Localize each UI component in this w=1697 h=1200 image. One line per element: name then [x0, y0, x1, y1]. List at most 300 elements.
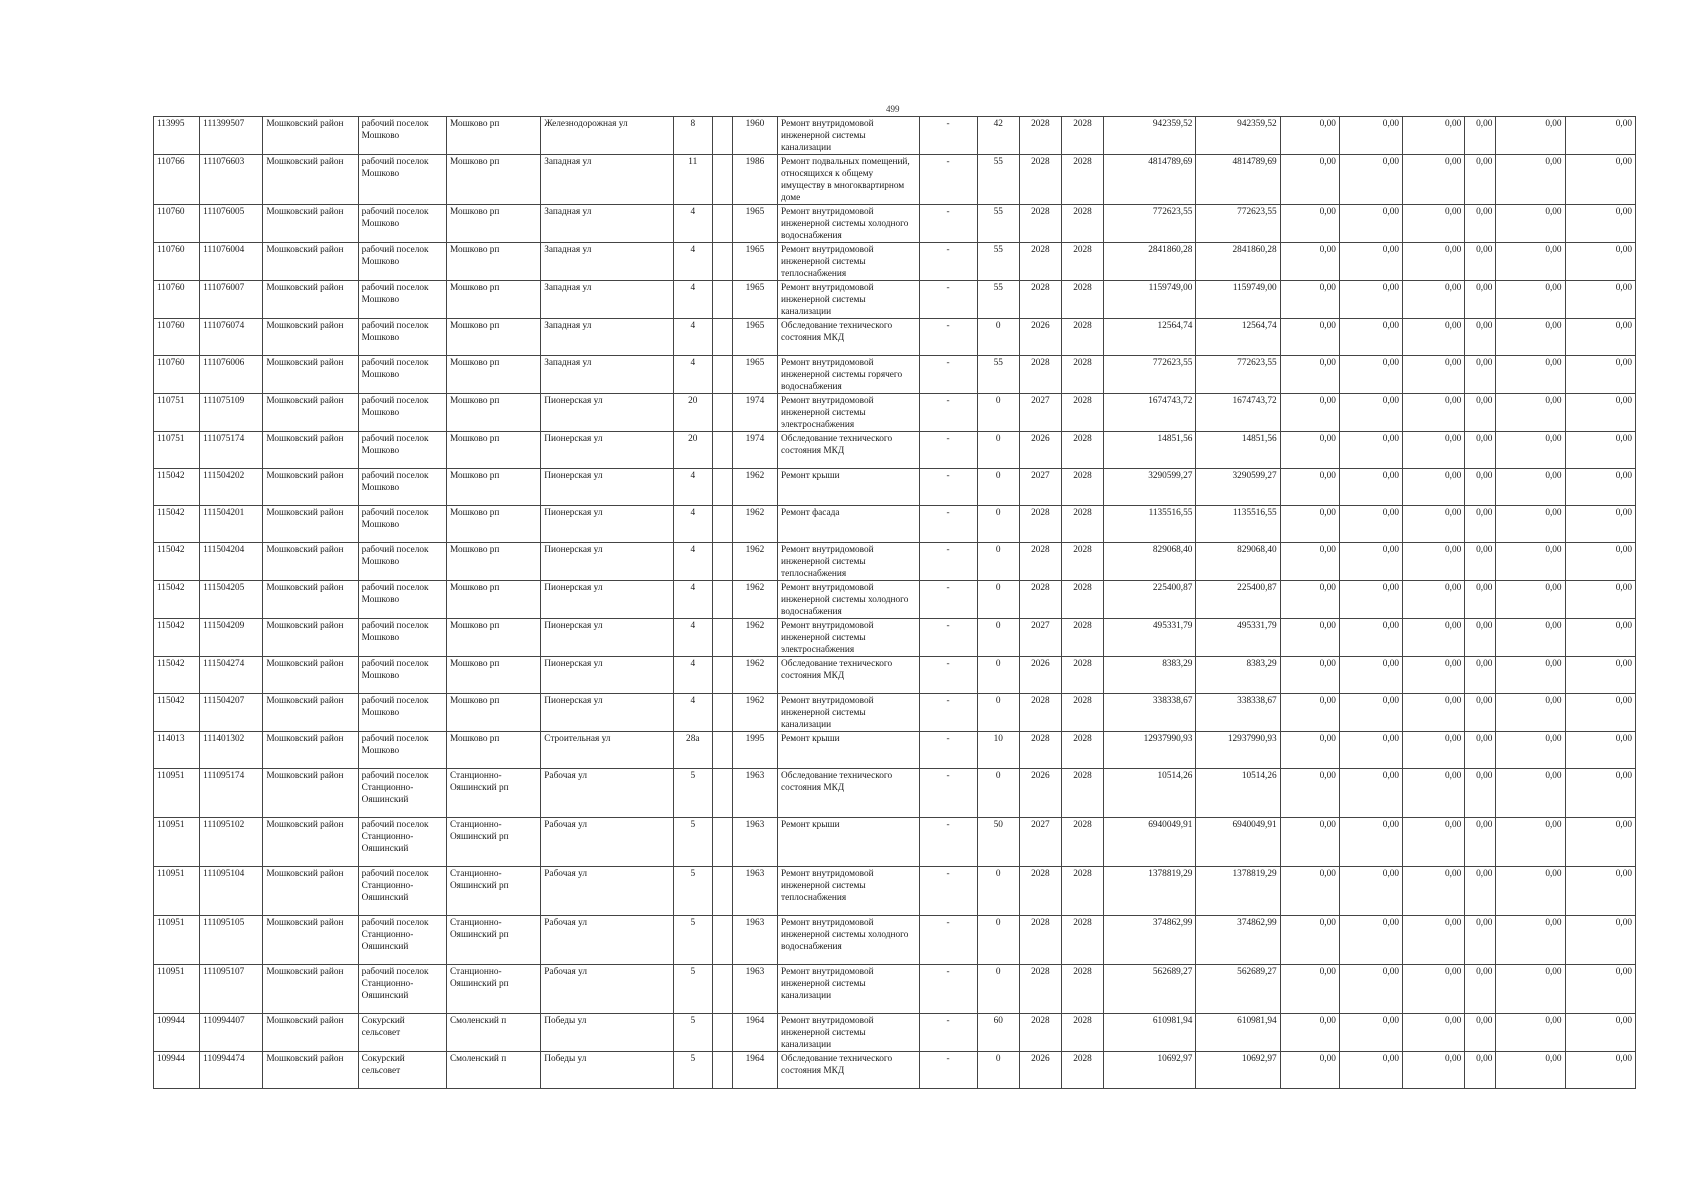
cell-municipality: рабочий поселок Мошково: [358, 356, 446, 394]
cell-year-built: 1963: [732, 965, 777, 1014]
cell-plan-start-year: 2028: [1019, 117, 1061, 155]
cell-street: Западная ул: [541, 356, 673, 394]
cell-federal-funds: 0,00: [1280, 117, 1339, 155]
cell-work-type: Ремонт внутридомовой инженерной системы канализации: [778, 117, 919, 155]
cell-wear-percent: 0: [977, 694, 1019, 732]
cell-house-id: 114013: [154, 732, 200, 769]
cell-other-funds: 0,00: [1496, 469, 1565, 506]
cell-settlement: Станционно-Ояшинский рп: [446, 818, 540, 867]
cell-owner-funds: 0,00: [1465, 657, 1496, 694]
cell-work-id: 111076004: [200, 243, 263, 281]
table-row: [154, 867, 1636, 916]
cell-plan-start-year: 2028: [1019, 581, 1061, 619]
cell-fund-cost: 338338,67: [1196, 694, 1280, 732]
cell-plan-start-year: 2028: [1019, 155, 1061, 205]
cell-extra-funds: 0,00: [1565, 732, 1635, 769]
cell-wear-percent: 42: [977, 117, 1019, 155]
cell-house-id: 115042: [154, 543, 200, 581]
cell-settlement: Мошково рп: [446, 155, 540, 205]
cell-owner-funds: 0,00: [1465, 281, 1496, 319]
cell-street: Рабочая ул: [541, 818, 673, 867]
cell-house-id: 110760: [154, 243, 200, 281]
cell-total-cost: 829068,40: [1104, 543, 1196, 581]
cell-work-id: 111095105: [200, 916, 263, 965]
cell-municipality: рабочий поселок Станционно-Ояшинский: [358, 769, 446, 818]
cell-unit: -: [919, 394, 977, 432]
cell-municipality: рабочий поселок Станционно-Ояшинский: [358, 916, 446, 965]
cell-house-letter: [712, 818, 732, 867]
cell-house-number: 4: [673, 356, 712, 394]
cell-local-funds: 0,00: [1403, 243, 1465, 281]
cell-work-id: 111076007: [200, 281, 263, 319]
cell-street: Пионерская ул: [541, 543, 673, 581]
cell-other-funds: 0,00: [1496, 818, 1565, 867]
cell-plan-start-year: 2027: [1019, 818, 1061, 867]
table-row: [154, 281, 1636, 319]
cell-house-number: 5: [673, 769, 712, 818]
cell-regional-funds: 0,00: [1339, 619, 1402, 657]
cell-federal-funds: 0,00: [1280, 1014, 1339, 1052]
cell-extra-funds: 0,00: [1565, 243, 1635, 281]
cell-other-funds: 0,00: [1496, 432, 1565, 469]
cell-federal-funds: 0,00: [1280, 965, 1339, 1014]
cell-local-funds: 0,00: [1403, 319, 1465, 356]
cell-house-id: 110751: [154, 394, 200, 432]
cell-settlement: Мошково рп: [446, 506, 540, 543]
cell-federal-funds: 0,00: [1280, 818, 1339, 867]
cell-year-built: 1964: [732, 1014, 777, 1052]
cell-municipality: рабочий поселок Мошково: [358, 319, 446, 356]
cell-total-cost: 2841860,28: [1104, 243, 1196, 281]
table-row: [154, 818, 1636, 867]
cell-other-funds: 0,00: [1496, 356, 1565, 394]
cell-owner-funds: 0,00: [1465, 694, 1496, 732]
cell-work-id: 111399507: [200, 117, 263, 155]
cell-year-built: 1974: [732, 394, 777, 432]
cell-street: Пионерская ул: [541, 619, 673, 657]
cell-municipality: рабочий поселок Мошково: [358, 732, 446, 769]
table-row: [154, 432, 1636, 469]
cell-extra-funds: 0,00: [1565, 965, 1635, 1014]
cell-district: Мошковский район: [263, 543, 358, 581]
cell-work-type: Ремонт внутридомовой инженерной системы теплоснабжения: [778, 243, 919, 281]
cell-house-id: 110951: [154, 867, 200, 916]
cell-plan-start-year: 2027: [1019, 469, 1061, 506]
table-row: [154, 619, 1636, 657]
cell-street: Пионерская ул: [541, 432, 673, 469]
cell-house-id: 115042: [154, 506, 200, 543]
cell-plan-start-year: 2028: [1019, 281, 1061, 319]
cell-local-funds: 0,00: [1403, 1052, 1465, 1089]
cell-plan-start-year: 2026: [1019, 432, 1061, 469]
cell-work-type: Ремонт подвальных помещений, относящихся к общему имуществу в многоквартирном доме: [778, 155, 919, 205]
cell-unit: -: [919, 356, 977, 394]
cell-settlement: Станционно-Ояшинский рп: [446, 867, 540, 916]
cell-regional-funds: 0,00: [1339, 356, 1402, 394]
cell-house-number: 4: [673, 543, 712, 581]
cell-settlement: Смоленский п: [446, 1014, 540, 1052]
cell-extra-funds: 0,00: [1565, 281, 1635, 319]
cell-work-type: Ремонт внутридомовой инженерной системы холодного водоснабжения: [778, 581, 919, 619]
cell-district: Мошковский район: [263, 581, 358, 619]
cell-local-funds: 0,00: [1403, 965, 1465, 1014]
cell-unit: -: [919, 117, 977, 155]
cell-house-letter: [712, 243, 732, 281]
cell-plan-end-year: 2028: [1061, 1014, 1103, 1052]
cell-other-funds: 0,00: [1496, 319, 1565, 356]
cell-extra-funds: 0,00: [1565, 619, 1635, 657]
cell-settlement: Мошково рп: [446, 581, 540, 619]
cell-house-number: 5: [673, 1052, 712, 1089]
cell-house-letter: [712, 581, 732, 619]
cell-settlement: Мошково рп: [446, 432, 540, 469]
cell-unit: -: [919, 155, 977, 205]
cell-local-funds: 0,00: [1403, 619, 1465, 657]
cell-total-cost: 495331,79: [1104, 619, 1196, 657]
cell-house-number: 8: [673, 117, 712, 155]
cell-year-built: 1962: [732, 657, 777, 694]
cell-wear-percent: 60: [977, 1014, 1019, 1052]
cell-street: Победы ул: [541, 1014, 673, 1052]
table-row: [154, 469, 1636, 506]
cell-municipality: рабочий поселок Мошково: [358, 506, 446, 543]
cell-municipality: рабочий поселок Мошково: [358, 581, 446, 619]
table-row: [154, 506, 1636, 543]
cell-plan-start-year: 2026: [1019, 1052, 1061, 1089]
cell-year-built: 1963: [732, 916, 777, 965]
cell-house-letter: [712, 281, 732, 319]
cell-district: Мошковский район: [263, 619, 358, 657]
cell-unit: -: [919, 657, 977, 694]
cell-owner-funds: 0,00: [1465, 867, 1496, 916]
cell-owner-funds: 0,00: [1465, 469, 1496, 506]
cell-house-letter: [712, 432, 732, 469]
cell-settlement: Мошково рп: [446, 657, 540, 694]
cell-street: Рабочая ул: [541, 769, 673, 818]
cell-plan-start-year: 2028: [1019, 694, 1061, 732]
cell-local-funds: 0,00: [1403, 769, 1465, 818]
cell-regional-funds: 0,00: [1339, 543, 1402, 581]
cell-plan-end-year: 2028: [1061, 769, 1103, 818]
cell-district: Мошковский район: [263, 319, 358, 356]
cell-plan-start-year: 2026: [1019, 657, 1061, 694]
cell-total-cost: 4814789,69: [1104, 155, 1196, 205]
cell-district: Мошковский район: [263, 818, 358, 867]
cell-wear-percent: 50: [977, 818, 1019, 867]
cell-wear-percent: 0: [977, 916, 1019, 965]
cell-plan-end-year: 2028: [1061, 506, 1103, 543]
table-row: [154, 1052, 1636, 1089]
cell-regional-funds: 0,00: [1339, 916, 1402, 965]
cell-district: Мошковский район: [263, 394, 358, 432]
cell-street: Западная ул: [541, 155, 673, 205]
cell-work-type: Ремонт крыши: [778, 818, 919, 867]
cell-house-letter: [712, 319, 732, 356]
cell-house-id: 110760: [154, 281, 200, 319]
cell-federal-funds: 0,00: [1280, 394, 1339, 432]
table-row: [154, 243, 1636, 281]
cell-owner-funds: 0,00: [1465, 732, 1496, 769]
cell-local-funds: 0,00: [1403, 394, 1465, 432]
cell-year-built: 1962: [732, 543, 777, 581]
cell-municipality: рабочий поселок Мошково: [358, 657, 446, 694]
cell-district: Мошковский район: [263, 657, 358, 694]
cell-plan-start-year: 2028: [1019, 543, 1061, 581]
cell-other-funds: 0,00: [1496, 619, 1565, 657]
cell-plan-end-year: 2028: [1061, 619, 1103, 657]
cell-local-funds: 0,00: [1403, 469, 1465, 506]
cell-street: Западная ул: [541, 319, 673, 356]
cell-regional-funds: 0,00: [1339, 432, 1402, 469]
cell-fund-cost: 12937990,93: [1196, 732, 1280, 769]
cell-house-number: 4: [673, 469, 712, 506]
cell-street: Победы ул: [541, 1052, 673, 1089]
cell-house-number: 20: [673, 394, 712, 432]
cell-street: Пионерская ул: [541, 581, 673, 619]
cell-plan-end-year: 2028: [1061, 867, 1103, 916]
cell-unit: -: [919, 732, 977, 769]
cell-municipality: рабочий поселок Станционно-Ояшинский: [358, 818, 446, 867]
cell-extra-funds: 0,00: [1565, 1014, 1635, 1052]
cell-extra-funds: 0,00: [1565, 356, 1635, 394]
cell-unit: -: [919, 916, 977, 965]
cell-total-cost: 6940049,91: [1104, 818, 1196, 867]
cell-extra-funds: 0,00: [1565, 394, 1635, 432]
cell-street: Рабочая ул: [541, 965, 673, 1014]
cell-work-type: Ремонт фасада: [778, 506, 919, 543]
cell-unit: -: [919, 694, 977, 732]
cell-district: Мошковский район: [263, 732, 358, 769]
cell-work-id: 111076603: [200, 155, 263, 205]
cell-wear-percent: 0: [977, 469, 1019, 506]
cell-extra-funds: 0,00: [1565, 117, 1635, 155]
cell-work-type: Ремонт внутридомовой инженерной системы холодного водоснабжения: [778, 205, 919, 243]
cell-unit: -: [919, 469, 977, 506]
cell-federal-funds: 0,00: [1280, 581, 1339, 619]
cell-other-funds: 0,00: [1496, 543, 1565, 581]
table-row: [154, 319, 1636, 356]
cell-year-built: 1965: [732, 281, 777, 319]
cell-house-id: 115042: [154, 581, 200, 619]
cell-extra-funds: 0,00: [1565, 769, 1635, 818]
cell-work-id: 111504274: [200, 657, 263, 694]
cell-house-letter: [712, 1014, 732, 1052]
cell-owner-funds: 0,00: [1465, 117, 1496, 155]
cell-year-built: 1965: [732, 356, 777, 394]
cell-plan-end-year: 2028: [1061, 1052, 1103, 1089]
cell-work-id: 111504202: [200, 469, 263, 506]
cell-owner-funds: 0,00: [1465, 543, 1496, 581]
cell-wear-percent: 0: [977, 394, 1019, 432]
cell-extra-funds: 0,00: [1565, 1052, 1635, 1089]
cell-federal-funds: 0,00: [1280, 281, 1339, 319]
cell-plan-start-year: 2027: [1019, 394, 1061, 432]
cell-extra-funds: 0,00: [1565, 694, 1635, 732]
cell-work-type: Ремонт внутридомовой инженерной системы канализации: [778, 1014, 919, 1052]
cell-municipality: Сокурский сельсовет: [358, 1014, 446, 1052]
cell-federal-funds: 0,00: [1280, 657, 1339, 694]
cell-fund-cost: 8383,29: [1196, 657, 1280, 694]
cell-owner-funds: 0,00: [1465, 965, 1496, 1014]
cell-house-id: 110951: [154, 769, 200, 818]
cell-unit: -: [919, 281, 977, 319]
cell-other-funds: 0,00: [1496, 965, 1565, 1014]
cell-work-id: 111401302: [200, 732, 263, 769]
cell-year-built: 1962: [732, 469, 777, 506]
cell-plan-end-year: 2028: [1061, 281, 1103, 319]
cell-total-cost: 1674743,72: [1104, 394, 1196, 432]
cell-work-type: Обследование технического состояния МКД: [778, 769, 919, 818]
cell-work-type: Ремонт внутридомовой инженерной системы канализации: [778, 694, 919, 732]
cell-extra-funds: 0,00: [1565, 581, 1635, 619]
cell-wear-percent: 0: [977, 965, 1019, 1014]
table-row: [154, 769, 1636, 818]
cell-fund-cost: 12564,74: [1196, 319, 1280, 356]
cell-wear-percent: 55: [977, 155, 1019, 205]
cell-fund-cost: 829068,40: [1196, 543, 1280, 581]
cell-total-cost: 562689,27: [1104, 965, 1196, 1014]
cell-plan-start-year: 2027: [1019, 619, 1061, 657]
cell-other-funds: 0,00: [1496, 916, 1565, 965]
cell-municipality: рабочий поселок Мошково: [358, 543, 446, 581]
cell-fund-cost: 2841860,28: [1196, 243, 1280, 281]
table-row: [154, 205, 1636, 243]
cell-house-letter: [712, 1052, 732, 1089]
cell-year-built: 1965: [732, 319, 777, 356]
cell-district: Мошковский район: [263, 965, 358, 1014]
page-number: 499: [886, 104, 900, 114]
cell-work-id: 110994407: [200, 1014, 263, 1052]
cell-work-id: 111504209: [200, 619, 263, 657]
cell-extra-funds: 0,00: [1565, 432, 1635, 469]
cell-year-built: 1965: [732, 205, 777, 243]
cell-other-funds: 0,00: [1496, 281, 1565, 319]
cell-municipality: рабочий поселок Мошково: [358, 432, 446, 469]
cell-settlement: Мошково рп: [446, 243, 540, 281]
cell-district: Мошковский район: [263, 281, 358, 319]
cell-federal-funds: 0,00: [1280, 867, 1339, 916]
cell-plan-start-year: 2028: [1019, 867, 1061, 916]
cell-work-type: Ремонт внутридомовой инженерной системы холодного водоснабжения: [778, 916, 919, 965]
cell-district: Мошковский район: [263, 1052, 358, 1089]
cell-wear-percent: 55: [977, 205, 1019, 243]
cell-regional-funds: 0,00: [1339, 394, 1402, 432]
table-row: [154, 657, 1636, 694]
cell-house-letter: [712, 769, 732, 818]
cell-other-funds: 0,00: [1496, 117, 1565, 155]
cell-municipality: рабочий поселок Станционно-Ояшинский: [358, 965, 446, 1014]
cell-house-id: 115042: [154, 619, 200, 657]
cell-year-built: 1986: [732, 155, 777, 205]
cell-plan-end-year: 2028: [1061, 432, 1103, 469]
cell-other-funds: 0,00: [1496, 1014, 1565, 1052]
cell-other-funds: 0,00: [1496, 205, 1565, 243]
cell-street: Западная ул: [541, 243, 673, 281]
cell-fund-cost: 772623,55: [1196, 205, 1280, 243]
cell-regional-funds: 0,00: [1339, 1052, 1402, 1089]
cell-unit: -: [919, 965, 977, 1014]
cell-house-letter: [712, 657, 732, 694]
cell-unit: -: [919, 205, 977, 243]
cell-district: Мошковский район: [263, 867, 358, 916]
cell-owner-funds: 0,00: [1465, 394, 1496, 432]
cell-wear-percent: 10: [977, 732, 1019, 769]
cell-owner-funds: 0,00: [1465, 619, 1496, 657]
cell-local-funds: 0,00: [1403, 694, 1465, 732]
cell-total-cost: 10692,97: [1104, 1052, 1196, 1089]
cell-local-funds: 0,00: [1403, 916, 1465, 965]
cell-house-number: 5: [673, 867, 712, 916]
cell-house-id: 115042: [154, 657, 200, 694]
cell-plan-start-year: 2028: [1019, 1014, 1061, 1052]
cell-plan-end-year: 2028: [1061, 356, 1103, 394]
table-row: [154, 916, 1636, 965]
table-row: [154, 394, 1636, 432]
cell-house-letter: [712, 867, 732, 916]
cell-work-id: 111075174: [200, 432, 263, 469]
cell-work-id: 111095104: [200, 867, 263, 916]
cell-year-built: 1963: [732, 769, 777, 818]
cell-fund-cost: 6940049,91: [1196, 818, 1280, 867]
cell-total-cost: 338338,67: [1104, 694, 1196, 732]
table-row: [154, 694, 1636, 732]
cell-municipality: рабочий поселок Мошково: [358, 394, 446, 432]
cell-house-number: 5: [673, 916, 712, 965]
cell-owner-funds: 0,00: [1465, 155, 1496, 205]
cell-fund-cost: 1378819,29: [1196, 867, 1280, 916]
cell-plan-end-year: 2028: [1061, 469, 1103, 506]
cell-year-built: 1995: [732, 732, 777, 769]
cell-house-letter: [712, 965, 732, 1014]
cell-wear-percent: 0: [977, 432, 1019, 469]
cell-plan-end-year: 2028: [1061, 581, 1103, 619]
cell-street: Пионерская ул: [541, 694, 673, 732]
cell-local-funds: 0,00: [1403, 281, 1465, 319]
cell-house-id: 110951: [154, 916, 200, 965]
cell-work-id: 111504204: [200, 543, 263, 581]
cell-district: Мошковский район: [263, 469, 358, 506]
cell-work-id: 111076074: [200, 319, 263, 356]
cell-settlement: Мошково рп: [446, 619, 540, 657]
cell-district: Мошковский район: [263, 916, 358, 965]
cell-regional-funds: 0,00: [1339, 243, 1402, 281]
cell-work-type: Ремонт внутридомовой инженерной системы канализации: [778, 965, 919, 1014]
cell-regional-funds: 0,00: [1339, 732, 1402, 769]
cell-wear-percent: 0: [977, 1052, 1019, 1089]
cell-district: Мошковский район: [263, 155, 358, 205]
cell-total-cost: 772623,55: [1104, 205, 1196, 243]
cell-plan-start-year: 2028: [1019, 916, 1061, 965]
cell-work-id: 111095107: [200, 965, 263, 1014]
cell-local-funds: 0,00: [1403, 155, 1465, 205]
cell-owner-funds: 0,00: [1465, 205, 1496, 243]
cell-local-funds: 0,00: [1403, 356, 1465, 394]
cell-plan-end-year: 2028: [1061, 818, 1103, 867]
cell-federal-funds: 0,00: [1280, 432, 1339, 469]
cell-plan-end-year: 2028: [1061, 657, 1103, 694]
cell-owner-funds: 0,00: [1465, 243, 1496, 281]
cell-house-letter: [712, 506, 732, 543]
cell-work-id: 111076005: [200, 205, 263, 243]
cell-year-built: 1963: [732, 867, 777, 916]
cell-work-id: 111504207: [200, 694, 263, 732]
cell-unit: -: [919, 432, 977, 469]
cell-year-built: 1974: [732, 432, 777, 469]
cell-settlement: Мошково рп: [446, 356, 540, 394]
cell-work-id: 111504201: [200, 506, 263, 543]
cell-house-letter: [712, 117, 732, 155]
cell-plan-end-year: 2028: [1061, 394, 1103, 432]
